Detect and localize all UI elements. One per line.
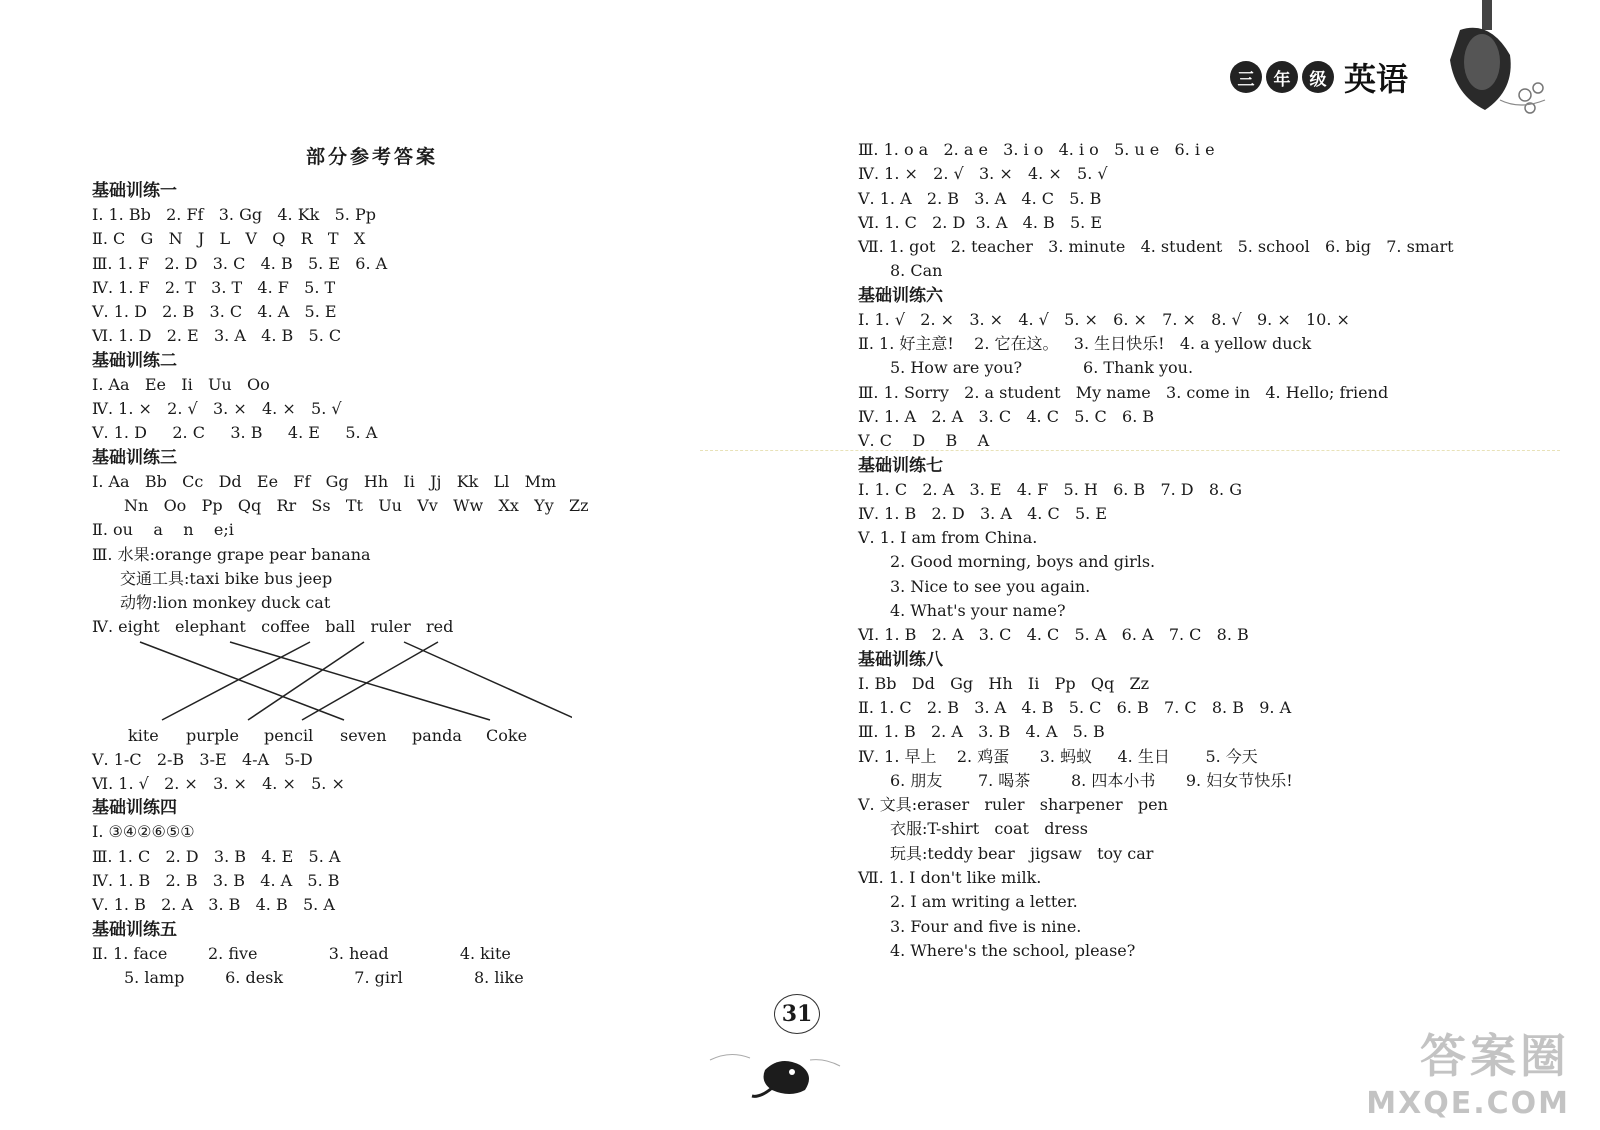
answer-line: Ⅰ. ③④②⑥⑤① xyxy=(92,822,195,842)
left-column xyxy=(92,138,812,990)
answer-line: Ⅴ. 1. B 2. A 3. B 4. B 5. A xyxy=(92,895,335,915)
answer-line: Ⅱ. 1. face 2. five 3. head 4. kite xyxy=(92,943,511,963)
section-title-2: 基础训练二 xyxy=(92,350,177,371)
answer-line: Ⅳ. 1. × 2. √ 3. × 4. × 5. √ xyxy=(858,164,1108,184)
matching-lines xyxy=(92,640,572,724)
grade-char-2: 年 xyxy=(1266,61,1298,93)
answer-line: Ⅲ. 1. C 2. D 3. B 4. E 5. A xyxy=(92,846,341,866)
subject-label: 英语 xyxy=(1344,60,1409,98)
section-title-3: 基础训练三 xyxy=(92,447,177,468)
match-word: seven xyxy=(340,725,387,745)
matching-bottom-row xyxy=(92,724,812,748)
answer-line: Ⅴ. 1. A 2. B 3. A 4. C 5. B xyxy=(858,188,1102,208)
answer-line: 玩具:teddy bear jigsaw toy car xyxy=(890,843,1154,863)
section-title-4: 基础训练四 xyxy=(92,798,177,819)
right-column xyxy=(858,138,1578,963)
grade-char-3: 级 xyxy=(1302,61,1334,93)
answer-line: Ⅵ. 1. B 2. A 3. C 4. C 5. A 6. A 7. C 8. B xyxy=(858,625,1249,645)
answer-line: Ⅰ. Aa Bb Cc Dd Ee Ff Gg Hh Ii Jj Kk Ll Mm xyxy=(92,471,557,491)
answer-line: Ⅴ. 文具:eraser ruler sharpener pen xyxy=(858,795,1168,815)
match-word: purple xyxy=(186,725,240,745)
answer-line: Ⅴ. 1. I am from China. xyxy=(858,528,1038,548)
answer-line: Ⅱ. 1. 好主意! 2. 它在这。 3. 生日快乐! 4. a yellow duck xyxy=(858,334,1312,354)
match-word: pencil xyxy=(264,725,314,745)
answer-line: Ⅳ. 1. B 2. D 3. A 4. C 5. E xyxy=(858,503,1108,523)
section-title-8: 基础训练八 xyxy=(858,649,943,670)
answer-line: Ⅰ. 1. C 2. A 3. E 4. F 5. H 6. B 7. D 8. G xyxy=(858,479,1243,499)
page-title: 部分参考答案 xyxy=(305,146,438,168)
section-title-1: 基础训练一 xyxy=(92,181,177,201)
answer-line: 4. Where's the school, please? xyxy=(890,940,1136,960)
answer-line: Ⅲ. 1. B 2. A 3. B 4. A 5. B xyxy=(858,722,1105,742)
answer-line: Ⅳ. 1. A 2. A 3. C 4. C 5. C 6. B xyxy=(858,406,1155,426)
answer-line: Ⅰ. Aa Ee Ii Uu Oo xyxy=(92,374,270,394)
answer-line: Ⅲ. 水果:orange grape pear banana xyxy=(92,544,371,564)
answer-line: 8. Can xyxy=(890,261,943,281)
answer-line: Ⅲ. 1. Sorry 2. a student My name 3. come in 4. Hello; friend xyxy=(858,382,1389,402)
answer-line: Ⅰ. 1. √ 2. × 3. × 4. √ 5. × 6. × 7. × 8. √ 9. × 10. × xyxy=(858,309,1350,329)
answer-line: Ⅴ. 1. D 2. B 3. C 4. A 5. E xyxy=(92,302,337,322)
answer-line: 2. Good morning, boys and girls. xyxy=(890,552,1156,572)
answer-line: Ⅱ. ou a n e;i xyxy=(92,520,234,540)
answer-line: Ⅳ. 1. B 2. B 3. B 4. A 5. B xyxy=(92,870,340,890)
answer-line: 3. Nice to see you again. xyxy=(890,576,1091,596)
watermark-url: MXQE.COM xyxy=(1366,1086,1570,1121)
answer-line: 5. How are you? 6. Thank you. xyxy=(890,358,1194,378)
answer-line: Ⅶ. 1. got 2. teacher 3. minute 4. student 5. school 6. big 7. smart xyxy=(858,237,1454,257)
answer-line: Ⅵ. 1. D 2. E 3. A 4. B 5. C xyxy=(92,326,342,346)
answer-line: 3. Four and five is nine. xyxy=(890,916,1082,936)
answer-line: 衣服:T-shirt coat dress xyxy=(890,819,1088,839)
answer-line: Ⅶ. 1. I don't like milk. xyxy=(858,868,1042,888)
answer-line: Nn Oo Pp Qq Rr Ss Tt Uu Vv Ww Xx Yy Zz xyxy=(124,495,589,515)
answer-line: 动物:lion monkey duck cat xyxy=(120,593,331,613)
header-title xyxy=(1230,54,1408,100)
answer-line: Ⅱ. 1. C 2. B 3. A 4. B 5. C 6. B 7. C 8. B 9. A xyxy=(858,697,1292,717)
gramophone-decoration-icon xyxy=(1430,0,1560,130)
grade-char-1: 三 xyxy=(1230,61,1262,93)
answer-line: Ⅴ. 1-C 2-B 3-E 4-A 5-D xyxy=(92,749,313,769)
match-word: Coke xyxy=(486,725,528,745)
matching-top-row: Ⅳ. eight elephant coffee ball ruler red xyxy=(92,617,454,637)
section-title-6: 基础训练六 xyxy=(858,285,943,306)
answer-line: Ⅳ. 1. F 2. T 3. T 4. F 5. T xyxy=(92,277,336,297)
page-header xyxy=(1230,0,1560,130)
answer-line: 2. I am writing a letter. xyxy=(890,892,1078,912)
answer-line: Ⅴ. 1. D 2. C 3. B 4. E 5. A xyxy=(92,423,378,443)
answer-line: Ⅳ. 1. × 2. √ 3. × 4. × 5. √ xyxy=(92,399,342,419)
answer-line: Ⅵ. 1. C 2. D 3. A 4. B 5. E xyxy=(858,212,1103,232)
answer-line: 4. What's your name? xyxy=(890,601,1066,621)
page-number: 31 xyxy=(774,994,820,1034)
answer-line: Ⅳ. 1. 早上 2. 鸡蛋 3. 蚂蚁 4. 生日 5. 今天 xyxy=(858,746,1258,766)
matching-lines-drawing xyxy=(92,640,572,724)
match-word: panda xyxy=(412,725,462,745)
answer-line: Ⅱ. C G N J L V Q R T X xyxy=(92,229,366,249)
answer-line: Ⅰ. Bb Dd Gg Hh Ii Pp Qq Zz xyxy=(858,673,1149,693)
answer-line: Ⅰ. 1. Bb 2. Ff 3. Gg 4. Kk 5. Pp xyxy=(92,205,376,224)
answer-line: 5. lamp 6. desk 7. girl 8. like xyxy=(124,967,524,987)
answer-line: 交通工具:taxi bike bus jeep xyxy=(120,568,333,588)
match-word: kite xyxy=(128,725,159,745)
answer-line: Ⅴ. C D B A xyxy=(858,431,990,451)
answer-line: Ⅵ. 1. √ 2. × 3. × 4. × 5. × xyxy=(92,774,345,794)
section-title-7: 基础训练七 xyxy=(858,455,943,476)
answer-line: Ⅲ. 1. F 2. D 3. C 4. B 5. E 6. A xyxy=(92,253,388,273)
watermark xyxy=(1366,1020,1570,1121)
answer-line: 6. 朋友 7. 喝茶 8. 四本小书 9. 妇女节快乐! xyxy=(890,770,1293,790)
section-title-5: 基础训练五 xyxy=(92,919,177,940)
cat-decoration-icon xyxy=(700,1030,860,1100)
watermark-title: 答案圈 xyxy=(1420,1029,1570,1083)
answer-line: Ⅲ. 1. o a 2. a e 3. i o 4. i o 5. u e 6. i e xyxy=(858,140,1215,159)
